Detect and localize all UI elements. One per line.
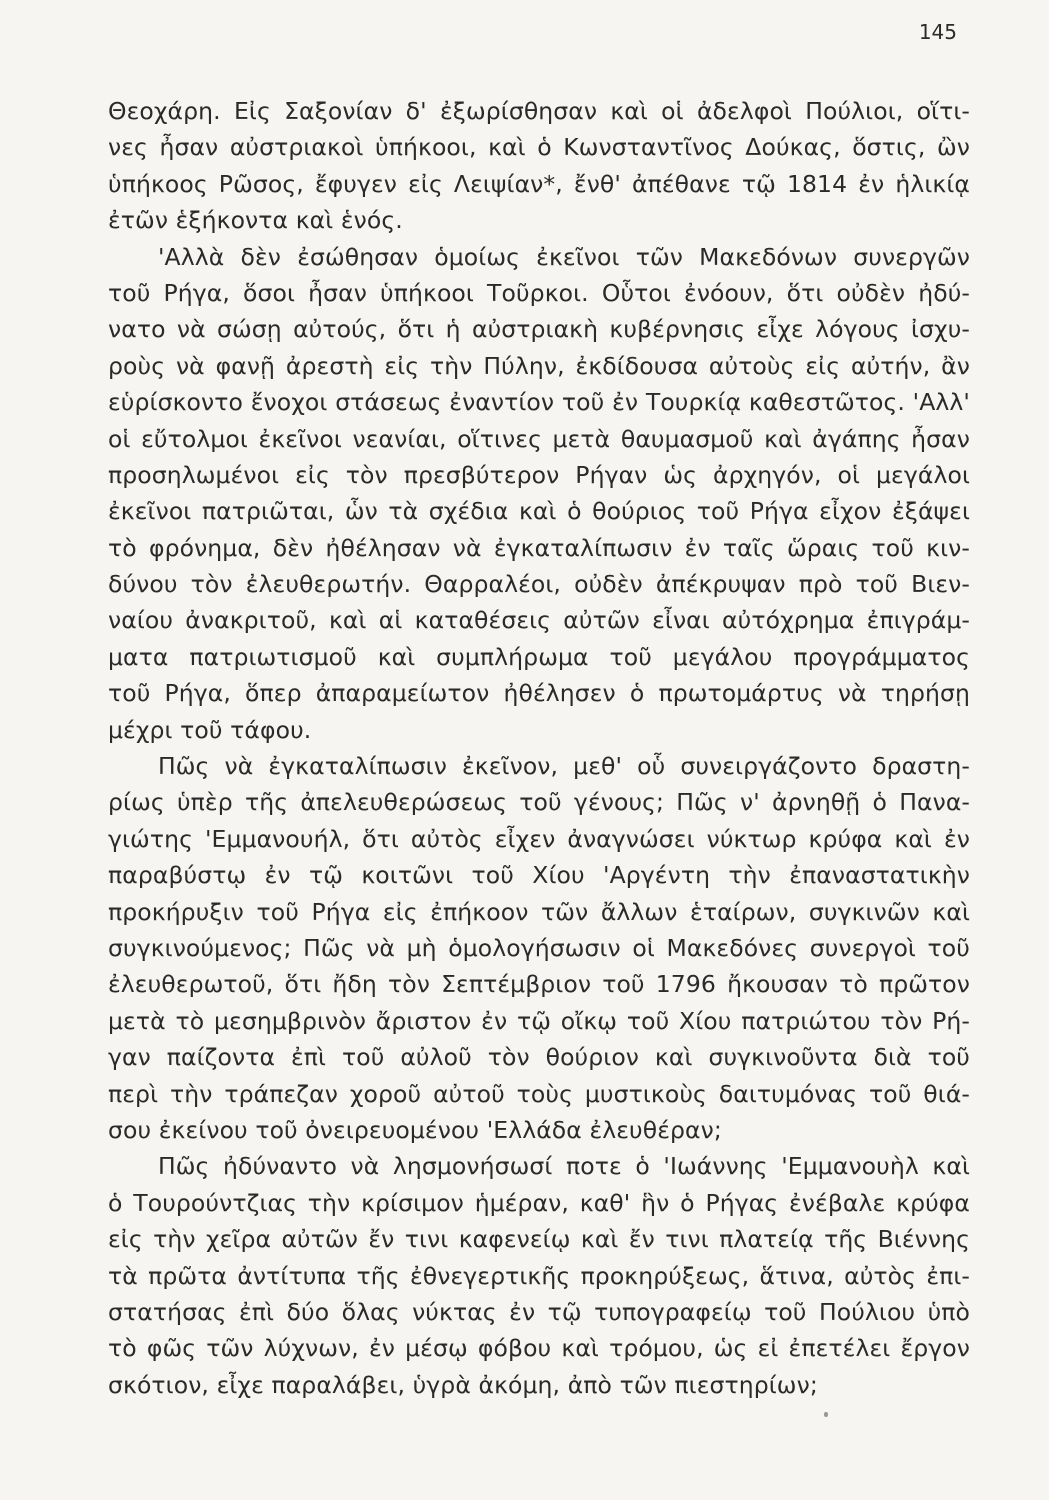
text-line: 'Αλλὰ δὲν ἐσώθησαν ὁμοίως ἐκεῖνοι τῶν Μακεδόνων συνεργῶν — [158, 242, 970, 271]
body-text — [108, 93, 970, 1403]
text-line: ὁ Τουρούντζιας τὴν κρίσιμον ἡμέραν, καθ' ἣν ὁ Ρήγας ἐνέβαλε κρύφα — [108, 1188, 970, 1217]
text-line: ροὺς νὰ φανῇ ἀρεστὴ εἰς τὴν Πύλην, ἐκδίδουσα αὐτοὺς εἰς αὐτήν, ἂν — [108, 351, 970, 380]
text-line: παραβύστῳ ἐν τῷ κοιτῶνι τοῦ Χίου 'Αργέντη τὴν ἐπαναστατικὴν — [108, 861, 970, 890]
text-line: τοῦ Ρήγα, ὅπερ ἀπαραμείωτον ἠθέλησεν ὁ πρωτομάρτυς νὰ τηρήσῃ — [108, 679, 970, 708]
text-line: ἐκεῖνοι πατριῶται, ὧν τὰ σχέδια καὶ ὁ θούριος τοῦ Ρήγα εἶχον ἐξάψει — [108, 497, 970, 526]
text-line: συγκινούμενος; Πῶς νὰ μὴ ὁμολογήσωσιν οἱ Μακεδόνες συνεργοὶ τοῦ — [108, 933, 970, 962]
text-line: μέχρι τοῦ τάφου. — [108, 715, 312, 744]
text-line: μετὰ τὸ μεσημβρινὸν ἄριστον ἐν τῷ οἴκῳ τοῦ Χίου πατριώτου τὸν Ρή- — [108, 1006, 970, 1035]
text-line: σκότιον, εἶχε παραλάβει, ὑγρὰ ἀκόμη, ἀπὸ τῶν πιεστηρίων; — [108, 1370, 818, 1399]
text-line: προκήρυξιν τοῦ Ρήγα εἰς ἐπήκοον τῶν ἄλλων ἑταίρων, συγκινῶν καὶ — [108, 897, 970, 926]
text-line: σου ἐκείνου τοῦ ὀνειρευομένου 'Ελλάδα ἐλευθέραν; — [108, 1115, 722, 1144]
text-line: τὸ φρόνημα, δὲν ἠθέλησαν νὰ ἐγκαταλίπωσιν ἐν ταῖς ὥραις τοῦ κιν- — [108, 533, 970, 562]
text-line: περὶ τὴν τράπεζαν χοροῦ αὐτοῦ τοὺς μυστικοὺς δαιτυμόνας τοῦ θιά- — [108, 1079, 970, 1108]
ink-speck — [824, 1412, 828, 1417]
text-line: Πῶς νὰ ἐγκαταλίπωσιν ἐκεῖνον, μεθ' οὗ συνειργάζοντο δραστη- — [158, 752, 970, 781]
text-line: τὸ φῶς τῶν λύχνων, ἐν μέσῳ φόβου καὶ τρόμου, ὡς εἰ ἐπετέλει ἔργον — [108, 1334, 970, 1363]
text-line: τὰ πρῶτα ἀντίτυπα τῆς ἐθνεγερτικῆς προκηρύξεως, ἅτινα, αὐτὸς ἐπι- — [108, 1261, 970, 1290]
text-line: οἱ εὔτολμοι ἐκεῖνοι νεανίαι, οἵτινες μετὰ θαυμασμοῦ καὶ ἀγάπης ἦσαν — [108, 424, 970, 453]
text-line: νες ἦσαν αὐστριακοὶ ὑπήκοοι, καὶ ὁ Κωνσταντῖνος Δούκας, ὅστις, ὢν — [108, 133, 970, 162]
text-line: γαν παίζοντα ἐπὶ τοῦ αὐλοῦ τὸν θούριον καὶ συγκινοῦντα διὰ τοῦ — [108, 1043, 970, 1072]
text-line: στατήσας ἐπὶ δύο ὅλας νύκτας ἐν τῷ τυπογραφείῳ τοῦ Πούλιου ὑπὸ — [108, 1297, 970, 1326]
text-line: Πῶς ἠδύναντο νὰ λησμονήσωσί ποτε ὁ 'Ιωάννης 'Εμμανουὴλ καὶ — [158, 1152, 970, 1181]
text-line: ἐλευθερωτοῦ, ὅτι ἤδη τὸν Σεπτέμβριον τοῦ 1796 ἤκουσαν τὸ πρῶτον — [108, 970, 970, 999]
text-line: ματα πατριωτισμοῦ καὶ συμπλήρωμα τοῦ μεγάλου προγράμματος — [108, 642, 970, 671]
text-line: προσηλωμένοι εἰς τὸν πρεσβύτερον Ρήγαν ὡς ἀρχηγόν, οἱ μεγάλοι — [108, 460, 970, 489]
text-line: δύνου τὸν ἐλευθερωτήν. Θαρραλέοι, οὐδὲν ἀπέκρυψαν πρὸ τοῦ Βιεν- — [108, 570, 970, 599]
text-line: νατο νὰ σώσῃ αὐτούς, ὅτι ἡ αὐστριακὴ κυβέρνησις εἶχε λόγους ἰσχυ- — [108, 315, 970, 344]
text-line: ναίου ἀνακριτοῦ, καὶ αἱ καταθέσεις αὐτῶν εἶναι αὐτόχρημα ἐπιγράμ- — [108, 606, 970, 635]
text-line: γιώτης 'Εμμανουήλ, ὅτι αὐτὸς εἶχεν ἀναγνώσει νύκτωρ κρύφα καὶ ἐν — [108, 824, 970, 853]
page-number: 145 — [918, 20, 957, 44]
text-line: τοῦ Ρήγα, ὅσοι ἦσαν ὑπήκοοι Τοῦρκοι. Οὗτοι ἐνόουν, ὅτι οὐδὲν ἠδύ- — [108, 278, 970, 307]
text-line: Θεοχάρη. Εἰς Σαξονίαν δ' ἐξωρίσθησαν καὶ οἱ ἀδελφοὶ Πούλιοι, οἵτι- — [108, 97, 970, 125]
text-line: εὑρίσκοντο ἔνοχοι στάσεως ἐναντίον τοῦ ἐν Τουρκίᾳ καθεστῶτος. 'Αλλ' — [108, 388, 970, 417]
text-line: ὑπήκοος Ρῶσος, ἔφυγεν εἰς Λειψίαν*, ἔνθ' ἀπέθανε τῷ 1814 ἐν ἡλικίᾳ — [108, 169, 970, 198]
text-line: ρίως ὑπὲρ τῆς ἀπελευθερώσεως τοῦ γένους; Πῶς ν' ἀρνηθῇ ὁ Πανα- — [108, 788, 970, 817]
text-line: ἐτῶν ἑξήκοντα καὶ ἑνός. — [108, 206, 403, 235]
text-line: εἰς τὴν χεῖρα αὐτῶν ἔν τινι καφενείῳ καὶ ἔν τινι πλατείᾳ τῆς Βιέννης — [108, 1225, 970, 1254]
